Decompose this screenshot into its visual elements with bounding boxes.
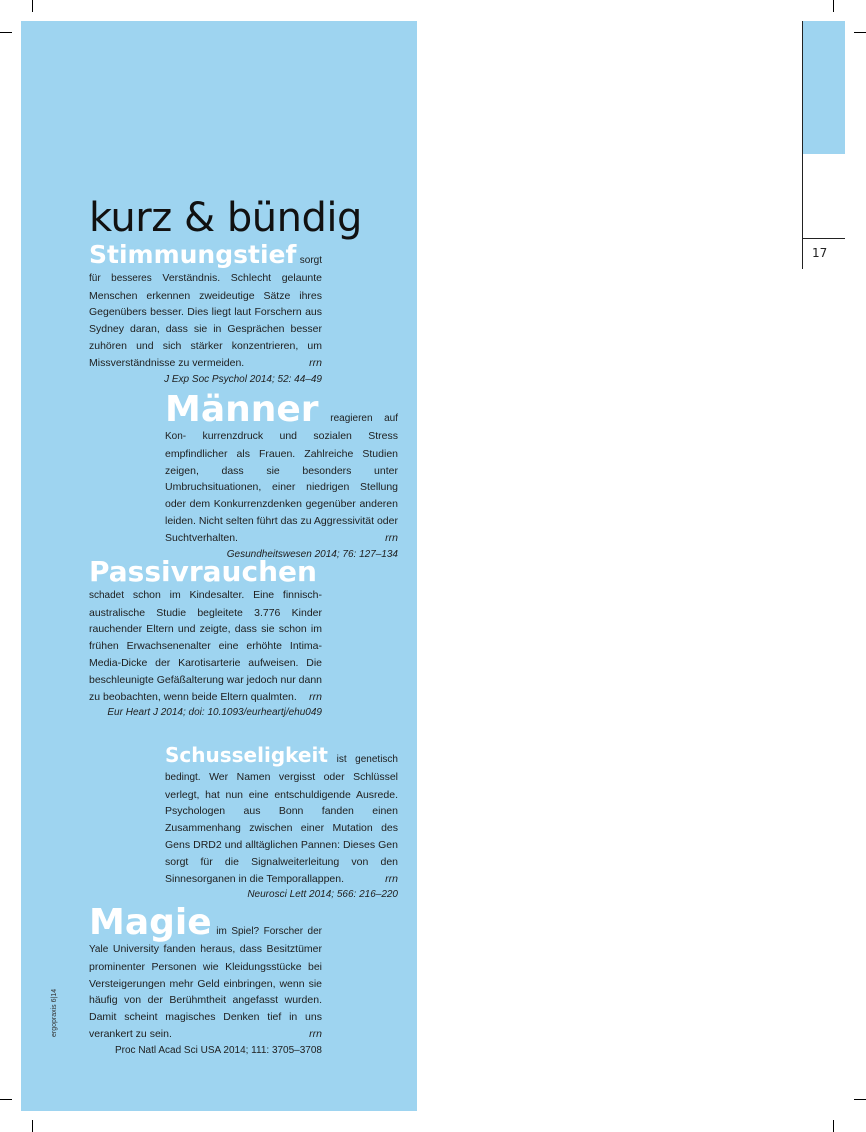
crop-mark: [0, 32, 12, 33]
article-author: rrn: [309, 690, 322, 703]
article-body: schon im Kindesalter. Eine finnisch-australische Studie begleitete 3.776 Kinder rauchender Eltern und zeigte, dass sie schon im frühen Erwachsenenalter eine erhöhte Intima-Media-Dicke der Karotisarterie aufweisen. Die beschleunigte Gefäßalterung war jedoch nur dann zu beobachten, wenn beide Eltern qualmten.: [89, 588, 322, 703]
page-number: 17: [812, 246, 828, 260]
crop-mark: [32, 1120, 33, 1132]
article-lead: schadet: [89, 589, 125, 601]
crop-mark: [854, 1099, 866, 1100]
article-reference: Eur Heart J 2014; doi: 10.1093/eurheartj/ehu049: [107, 707, 322, 719]
article-keyword: Magie: [89, 902, 212, 943]
article-body: University fanden heraus, dass Besitztümer prominenter Personen wie Kleidungsstücke bei Versteigerungen mehr Geld einbringen, wenn sie häufig von der Berühmtheit angefasst wurden. Damit scheint magisches Denken tief in uns verankert zu sein.: [89, 943, 322, 1040]
article-reference: Gesundheitswesen 2014; 76: 127–134: [226, 548, 398, 560]
article-stimmungstief: [89, 242, 322, 388]
article-keyword: Passivrauchen: [89, 555, 317, 588]
article-keyword: Schusseligkeit: [165, 743, 328, 767]
page-title: kurz & bündig: [89, 194, 362, 241]
article-author: rrn: [385, 531, 398, 544]
article-reference: Neurosci Lett 2014; 566: 216–220: [247, 889, 398, 901]
article-lead: im Spiel? Forscher der Yale: [89, 926, 322, 955]
article-passivrauchen: [89, 555, 322, 721]
article-body: Verständnis. Schlecht gelaunte Menschen erkennen zweideutige Sätze ihres Gegenübers besser. Dies liegt laut Forschern aus Sydney daran, dass sie in Gesprächen besser zuhören und sich stärker konzentrieren, um Missverständnisse zu vermeiden.: [89, 271, 323, 369]
article-lead: sorgt für besseres: [89, 255, 322, 284]
crop-mark: [833, 0, 834, 12]
section-tab: [803, 21, 845, 154]
article-author: rrn: [385, 872, 398, 885]
article-reference: J Exp Soc Psychol 2014; 52: 44–49: [164, 373, 322, 385]
crop-mark: [854, 32, 866, 33]
article-reference: Proc Natl Acad Sci USA 2014; 111: 3705–3708: [115, 1044, 322, 1056]
journal-label: ergopraxis 6|14: [51, 988, 58, 1037]
article-lead: ist genetisch bedingt.: [165, 754, 398, 783]
crop-mark: [833, 1120, 834, 1132]
article-schusseligkeit: [165, 745, 398, 903]
article-keyword: Stimmungstief: [89, 240, 297, 269]
article-maenner: [165, 389, 398, 563]
article-body: Wer Namen vergisst oder Schlüssel verlegt, hat nun eine entschuldigende Ausrede. Psychologen aus Bonn fanden einen Zusammenhang zwischen einer Mutation des Gens DRD2 und alltäglichen Pannen: Dieses Gen sorgt für die Signalweiterleitung von den Sinnesorganen in die Temporallappen.: [165, 770, 399, 885]
article-magie: [89, 902, 322, 1059]
tab-divider: [802, 21, 803, 269]
article-keyword: Männer: [165, 389, 319, 430]
article-lead: reagieren auf Kon-: [165, 413, 398, 442]
article-body: kurrenzdruck und sozialen Stress empfindlicher als Frauen. Zahlreiche Studien zeigen, dass sie besonders unter Umbruchsituationen, einer niedrigen Stellung oder dem Konkurrenzdenken gegenüber anderen leiden. Nicht selten führt das zu Aggressivität oder Suchtverhalten.: [165, 430, 398, 544]
article-author: rrn: [309, 1027, 322, 1040]
tab-divider: [802, 238, 845, 239]
crop-mark: [32, 0, 33, 12]
crop-mark: [0, 1099, 12, 1100]
article-author: rrn: [309, 356, 322, 369]
